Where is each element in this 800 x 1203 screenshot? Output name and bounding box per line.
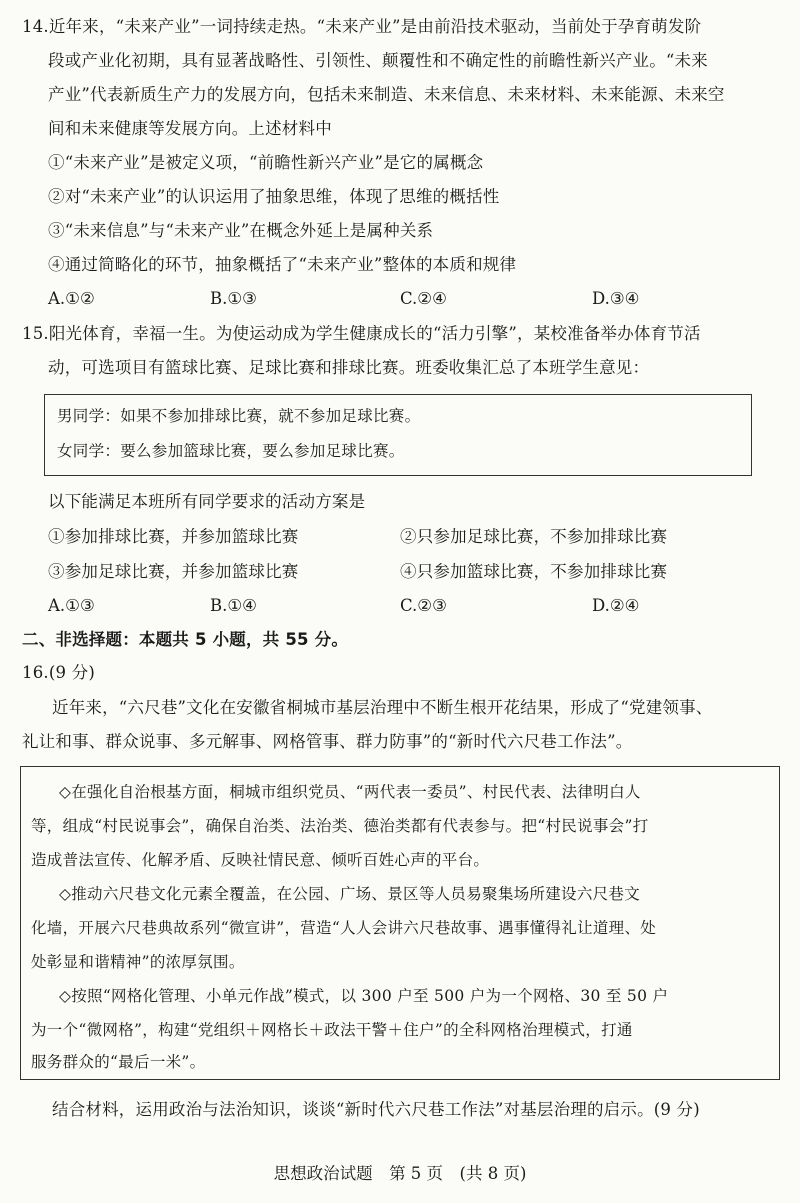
q16-material-line-8: 为一个“微网格”，构建“党组织＋网格长＋政法干警＋住户”的全科网格治理模式，打通 (31, 1021, 633, 1039)
q15-option-a: A.①③ (48, 596, 95, 615)
q14-item-1: ①“未来产业”是被定义项，“前瞻性新兴产业”是它的属概念 (48, 153, 484, 172)
q16-material-line-5: 化墙，开展六尺巷典故系列“微宣讲”，营造“人人会讲六尺巷故事、遇事懂得礼让道理、处 (31, 919, 657, 937)
q15-line-1: 15.阳光体育，幸福一生。为使运动成为学生健康成长的“活力引擎”，某校准备举办体育节活 (22, 324, 701, 343)
q15-option-d: D.②④ (592, 596, 640, 615)
q14-option-b: B.①③ (210, 289, 257, 308)
q14-line-3: 产业”代表新质生产力的发展方向，包括未来制造、未来信息、未来材料、未来能源、未来空 (48, 85, 725, 104)
q14-item-4: ④通过简略化的环节，抽象概括了“未来产业”整体的本质和规律 (48, 255, 517, 274)
q15-item-2: ②只参加足球比赛，不参加排球比赛 (400, 527, 668, 546)
q14-option-a: A.①② (48, 289, 95, 308)
q16-intro-1: 近年来，“六尺巷”文化在安徽省桐城市基层治理中不断生根开花结果，形成了“党建领事、 (52, 698, 713, 717)
q16-intro-2: 礼让和事、群众说事、多元解事、网格管事、群力防事”的“新时代六尺巷工作法”。 (22, 732, 633, 751)
q15-prompt: 以下能满足本班所有同学要求的活动方案是 (48, 492, 366, 511)
q16-material-line-1: ◇在强化自治根基方面，桐城市组织党员、“两代表一委员”、村民代表、法律明白人 (59, 783, 641, 801)
q16-number: 16.(9 分) (22, 663, 95, 682)
q15-opinion-female: 女同学：要么参加篮球比赛，要么参加足球比赛。 (57, 442, 405, 460)
q16-material-box (20, 766, 780, 1080)
q14-line-4: 间和未来健康等发展方向。上述材料中 (48, 119, 332, 138)
q16-question: 结合材料，运用政治与法治知识，谈谈“新时代六尺巷工作法”对基层治理的启示。(9 分) (52, 1100, 700, 1119)
q16-material-line-2: 等，组成“村民说事会”，确保自治类、法治类、德治类都有代表参与。把“村民说事会”打 (31, 817, 649, 835)
q15-item-3: ③参加足球比赛，并参加篮球比赛 (48, 562, 299, 581)
q15-option-b: B.①④ (210, 596, 257, 615)
q16-material-line-6: 处彰显和谐精神”的浓厚氛围。 (31, 953, 245, 971)
q15-line-2: 动，可选项目有篮球比赛、足球比赛和排球比赛。班委收集汇总了本班学生意见： (48, 358, 650, 377)
q14-option-c: C.②④ (400, 289, 447, 308)
q14-item-2: ②对“未来产业”的认识运用了抽象思维，体现了思维的概括性 (48, 187, 500, 206)
q16-material-line-3: 造成普法宣传、化解矛盾、反映社情民意、倾听百姓心声的平台。 (31, 851, 490, 869)
q16-material-line-9: 服务群众的“最后一米”。 (31, 1053, 206, 1071)
q15-opinion-box (44, 394, 752, 476)
q16-material-line-4: ◇推动六尺巷文化元素全覆盖，在公园、广场、景区等人员易聚集场所建设六尺巷文 (59, 885, 641, 903)
page-footer: 思想政治试题 第 5 页 (共 8 页) (273, 1164, 527, 1183)
q14-item-3: ③“未来信息”与“未来产业”在概念外延上是属种关系 (48, 221, 434, 240)
q15-opinion-male: 男同学：如果不参加排球比赛，就不参加足球比赛。 (57, 407, 421, 425)
q14-line-2: 段或产业化初期，具有显著战略性、引领性、颠覆性和不确定性的前瞻性新兴产业。“未来 (48, 51, 708, 70)
q14-line-1: 14.近年来，“未来产业”一词持续走热。“未来产业”是由前沿技术驱动，当前处于孕育萌发阶 (22, 17, 702, 36)
section-2-heading: 二、非选择题：本题共 5 小题，共 55 分。 (22, 630, 349, 649)
q16-material-line-7: ◇按照“网格化管理、小单元作战”模式，以 300 户至 500 户为一个网格、30 至 50 户 (59, 987, 669, 1005)
q15-item-1: ①参加排球比赛，并参加篮球比赛 (48, 527, 299, 546)
q15-option-c: C.②③ (400, 596, 447, 615)
q14-option-d: D.③④ (592, 289, 640, 308)
q15-item-4: ④只参加篮球比赛，不参加排球比赛 (400, 562, 668, 581)
